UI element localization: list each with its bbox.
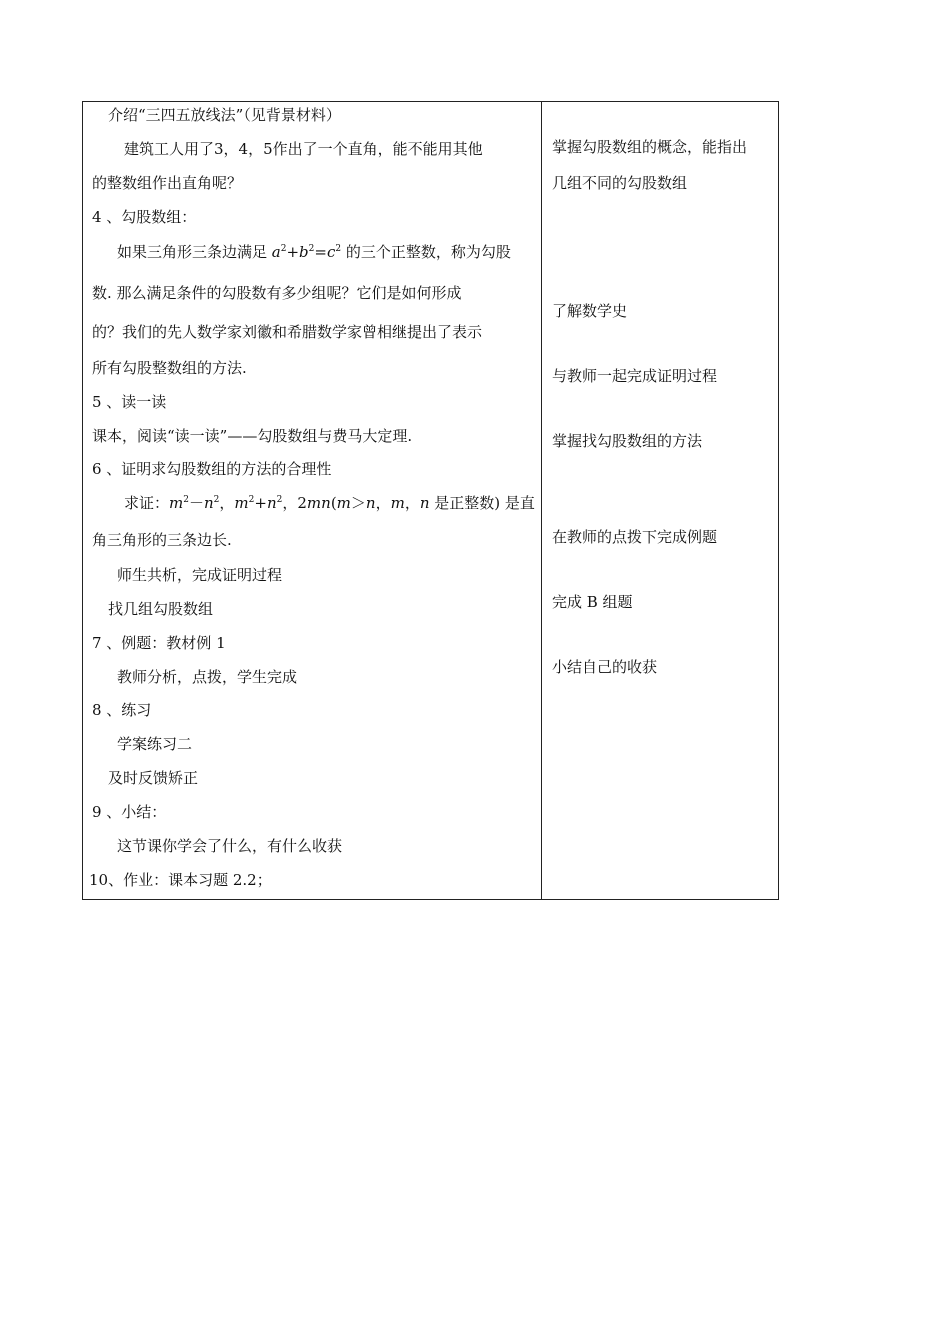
section-heading: 4 、勾股数组： (92, 208, 197, 226)
text-line: 介绍“三四五放线法”（见背景材料） (108, 106, 341, 124)
section-heading: 10、作业：课本习题 2.2； (89, 871, 272, 889)
section-heading: 8 、练习 (92, 701, 152, 719)
text-line: 建筑工人用了3，4，5作出了一个直角，能不能用其他 (124, 140, 483, 158)
text-line: 课本，阅读“读一读”——勾股数组与费马大定理. (92, 427, 413, 445)
text-line: 的整数组作出直角呢？ (92, 174, 243, 192)
text-line: 及时反馈矫正 (108, 769, 199, 787)
section-heading: 7 、例题：教材例 1 (92, 634, 226, 652)
text-line: 学案练习二 (117, 735, 193, 753)
activity-line: 掌握勾股数组的概念，能指出 (552, 138, 748, 156)
activity-line: 与教师一起完成证明过程 (552, 367, 718, 385)
section-heading: 5 、读一读 (92, 393, 167, 411)
activity-line: 在教师的点拨下完成例题 (552, 528, 718, 546)
section-heading: 9 、小结： (92, 803, 167, 821)
lesson-table (82, 101, 779, 900)
text-line: 数. 那么满足条件的勾股数有多少组呢？它们是如何形成 (92, 284, 462, 302)
formula-line: 如果三角形三条边满足 $a^2+b^2=c^2$ 的三个正整数，称为勾股 (117, 243, 511, 261)
activity-line: 掌握找勾股数组的方法 (552, 432, 703, 450)
text-line: 的？我们的先人数学家刘徽和希腊数学家曾相继提出了表示 (92, 323, 483, 341)
text-line: 找几组勾股数组 (108, 600, 214, 618)
formula-line: 求证：$m^2-n^2$，$m^2+n^2$，2mn(m＞n，m，n 是正整数) 是直 (124, 494, 535, 512)
activity-line: 了解数学史 (552, 302, 628, 320)
column-divider (541, 102, 542, 899)
text-line: 角三角形的三条边长. (92, 531, 232, 549)
text-line: 师生共析，完成证明过程 (117, 566, 283, 584)
text-line: 教师分析，点拨，学生完成 (117, 668, 298, 686)
activity-line: 几组不同的勾股数组 (552, 174, 688, 192)
text-line: 这节课你学会了什么，有什么收获 (117, 837, 343, 855)
text-line: 所有勾股整数组的方法. (92, 359, 247, 377)
activity-line: 完成 B 组题 (552, 593, 633, 611)
activity-line: 小结自己的收获 (552, 658, 658, 676)
section-heading: 6 、证明求勾股数组的方法的合理性 (92, 460, 332, 478)
